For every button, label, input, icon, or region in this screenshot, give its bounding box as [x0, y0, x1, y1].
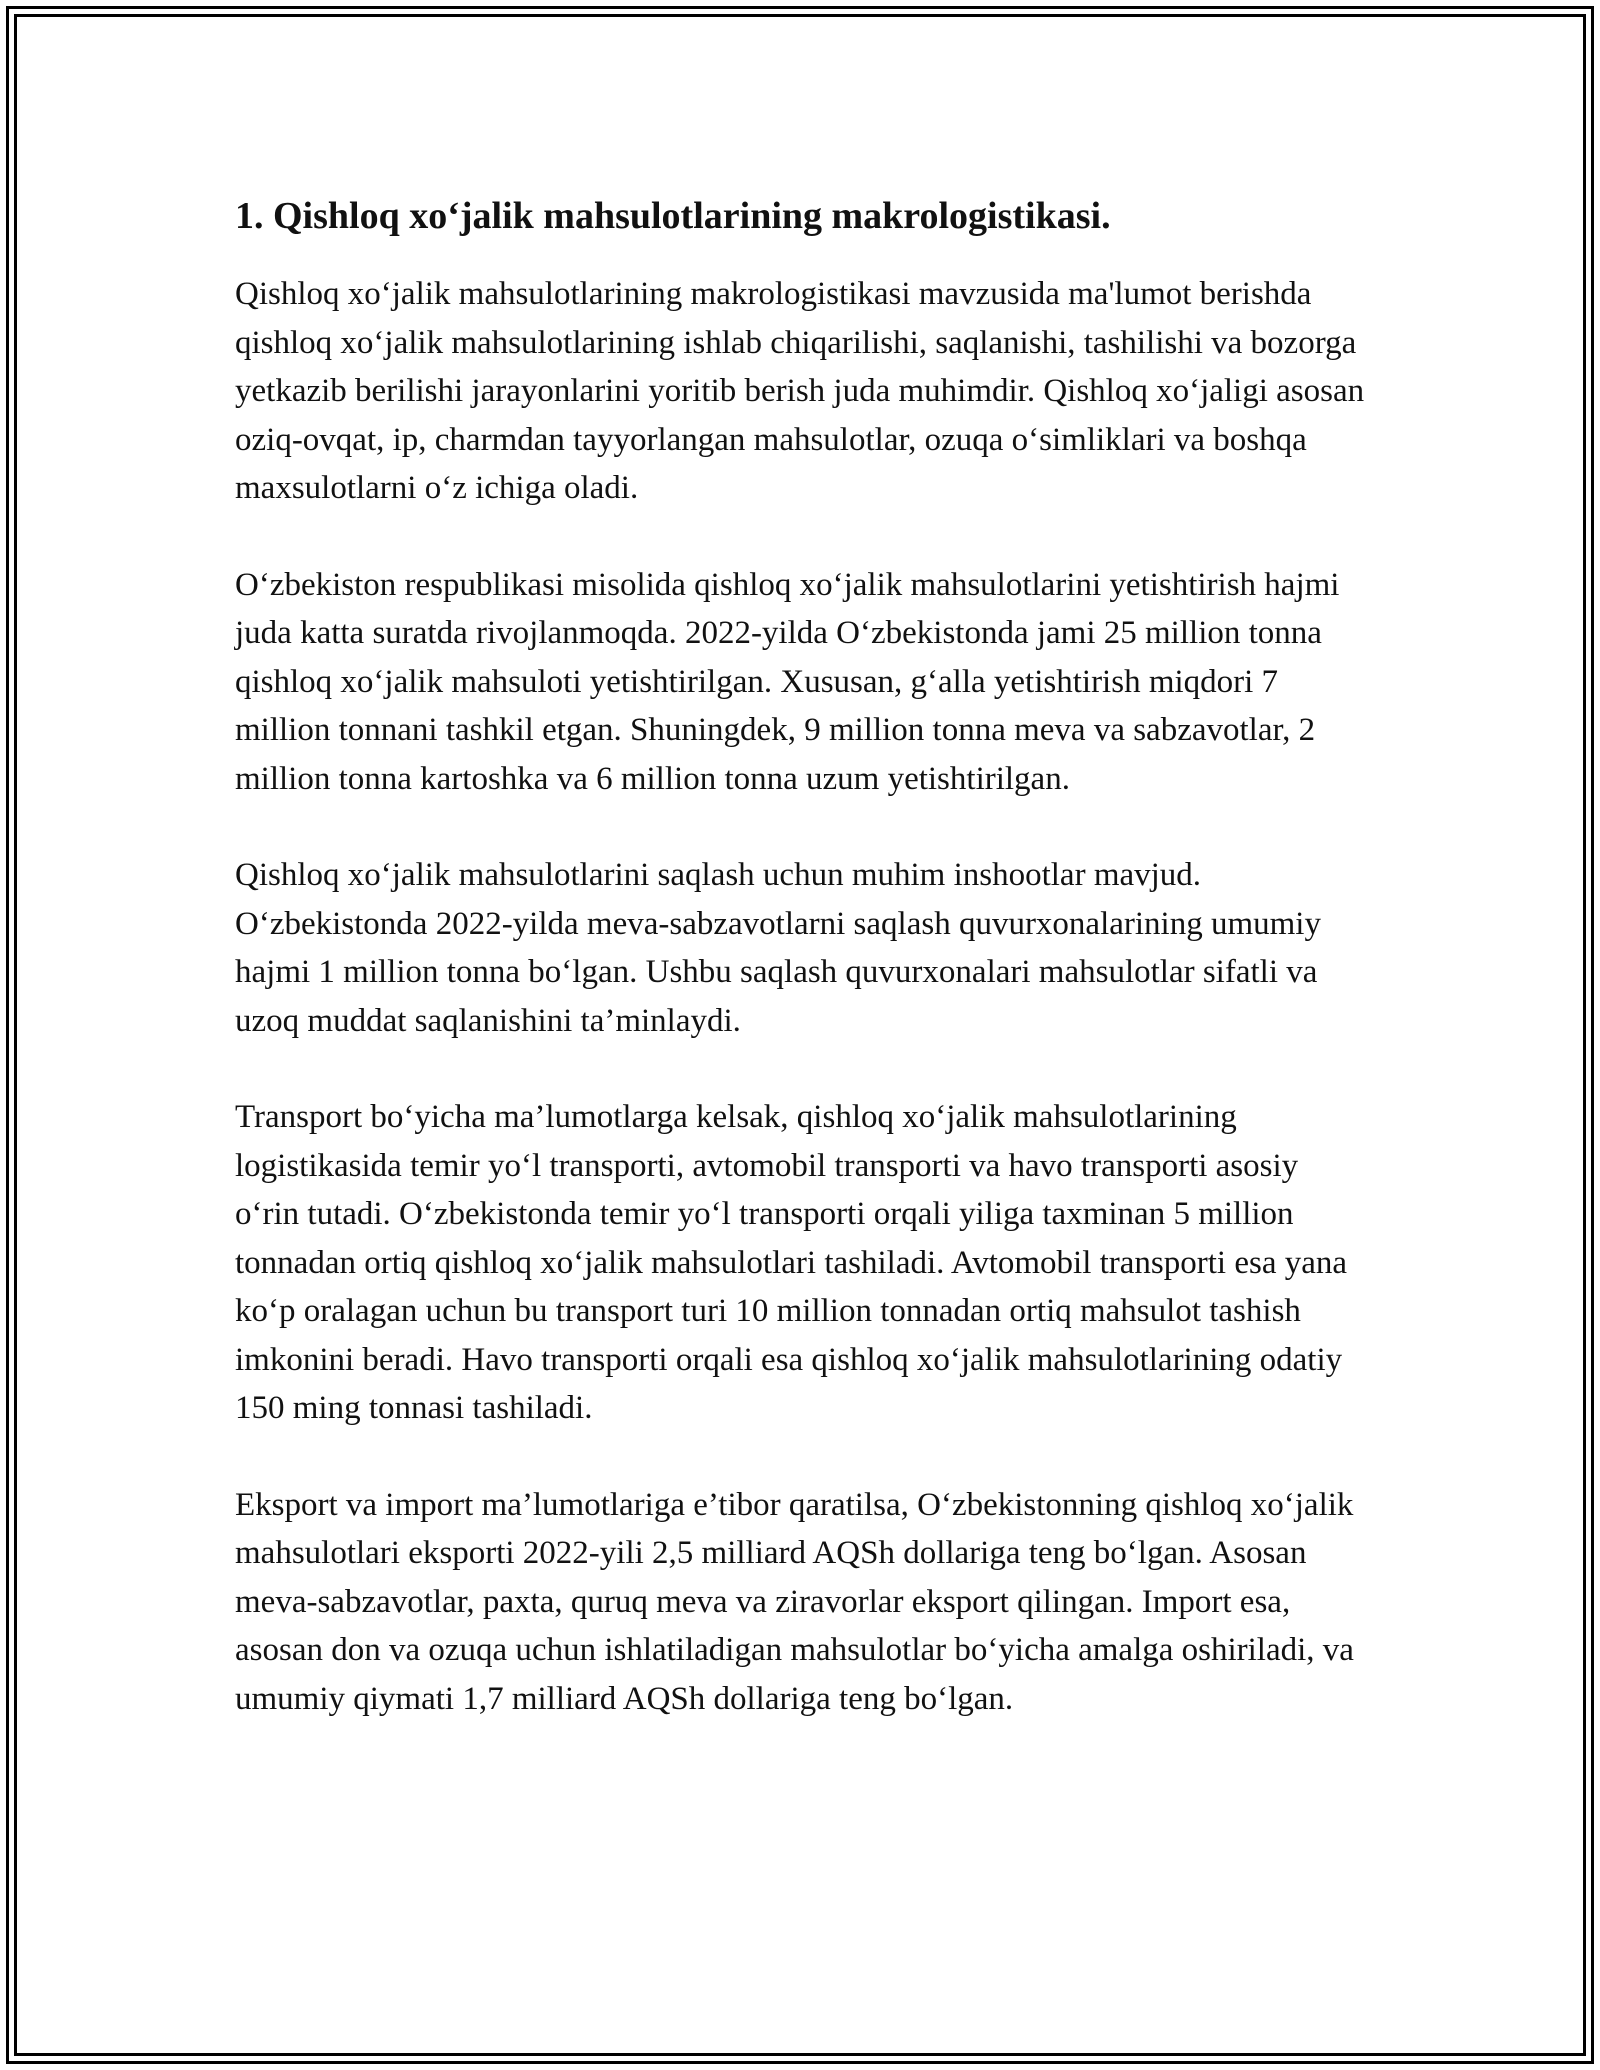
- paragraph-transport: Transport bo‘yicha ma’lumotlarga kelsak, qishloq xo‘jalik mahsulotlarining logistikasida temir yo‘l transporti, avtomobil transporti va havo transporti asosiy o‘rin tutadi. O‘zbekistonda temir yo‘l transporti orqali yiliga taxminan 5 million tonnadan ortiq qishloq xo‘jalik mahsulotlari tashiladi. Avtomobil transporti esa yana ko‘p oralagan uchun bu transport turi 10 million tonnadan ortiq mahsulot tashish imkonini beradi. Havo transporti orqali esa qishloq xo‘jalik mahsulotlarining odatiy 150 ming tonnasi tashiladi.: [235, 1099, 1348, 1426]
- document-body: [235, 188, 1365, 1771]
- section-heading: 1. Qishloq xo‘jalik mahsulotlarining makrologistikasi.: [235, 195, 1111, 237]
- paragraph-export-import: Eksport va import ma’lumotlariga e’tibor qaratilsa, O‘zbekistonning qishloq xo‘jalik mahsulotlari eksporti 2022-yili 2,5 milliard AQSh dollariga teng bo‘lgan. Asosan meva-sabzavotlar, paxta, quruq meva va ziravorlar eksport qilingan. Import esa, asosan don va ozuqa uchun ishlatiladigan mahsulotlar bo‘yicha amalga oshiriladi, va umumiy qiymati 1,7 milliard AQSh dollariga teng bo‘lgan.: [235, 1486, 1354, 1717]
- paragraph-storage: Qishloq xo‘jalik mahsulotlarini saqlash uchun muhim inshootlar mavjud. O‘zbekistonda 2022-yilda meva-sabzavotlarni saqlash quvurxonalarining umumiy hajmi 1 million tonna bo‘lgan. Ushbu saqlash quvurxonalari mahsulotlar sifatli va uzoq muddat saqlanishini ta’minlaydi.: [235, 857, 1321, 1039]
- paragraph-intro: Qishloq xo‘jalik mahsulotlarining makrologistikasi mavzusida ma'lumot berishda qishloq xo‘jalik mahsulotlarining ishlab chiqarilishi, saqlanishi, tashilishi va bozorga yetkazib berilishi jarayonlarini yoritib berish juda muhimdir. Qishloq xo‘jaligi asosan oziq-ovqat, ip, charmdan tayyorlangan mahsulotlar, ozuqa o‘simliklari va boshqa maxsulotlarni o‘z ichiga oladi.: [235, 276, 1365, 506]
- paragraph-production: O‘zbekiston respublikasi misolida qishloq xo‘jalik mahsulotlarini yetishtirish hajmi juda katta suratda rivojlanmoqda. 2022-yilda O‘zbekistonda jami 25 million tonna qishloq xo‘jalik mahsuloti yetishtirilgan. Xususan, g‘alla yetishtirish miqdori 7 million tonnani tashkil etgan. Shuningdek, 9 million tonna meva va sabzavotlar, 2 million tonna kartoshka va 6 million tonna uzum yetishtirilgan.: [235, 566, 1340, 797]
